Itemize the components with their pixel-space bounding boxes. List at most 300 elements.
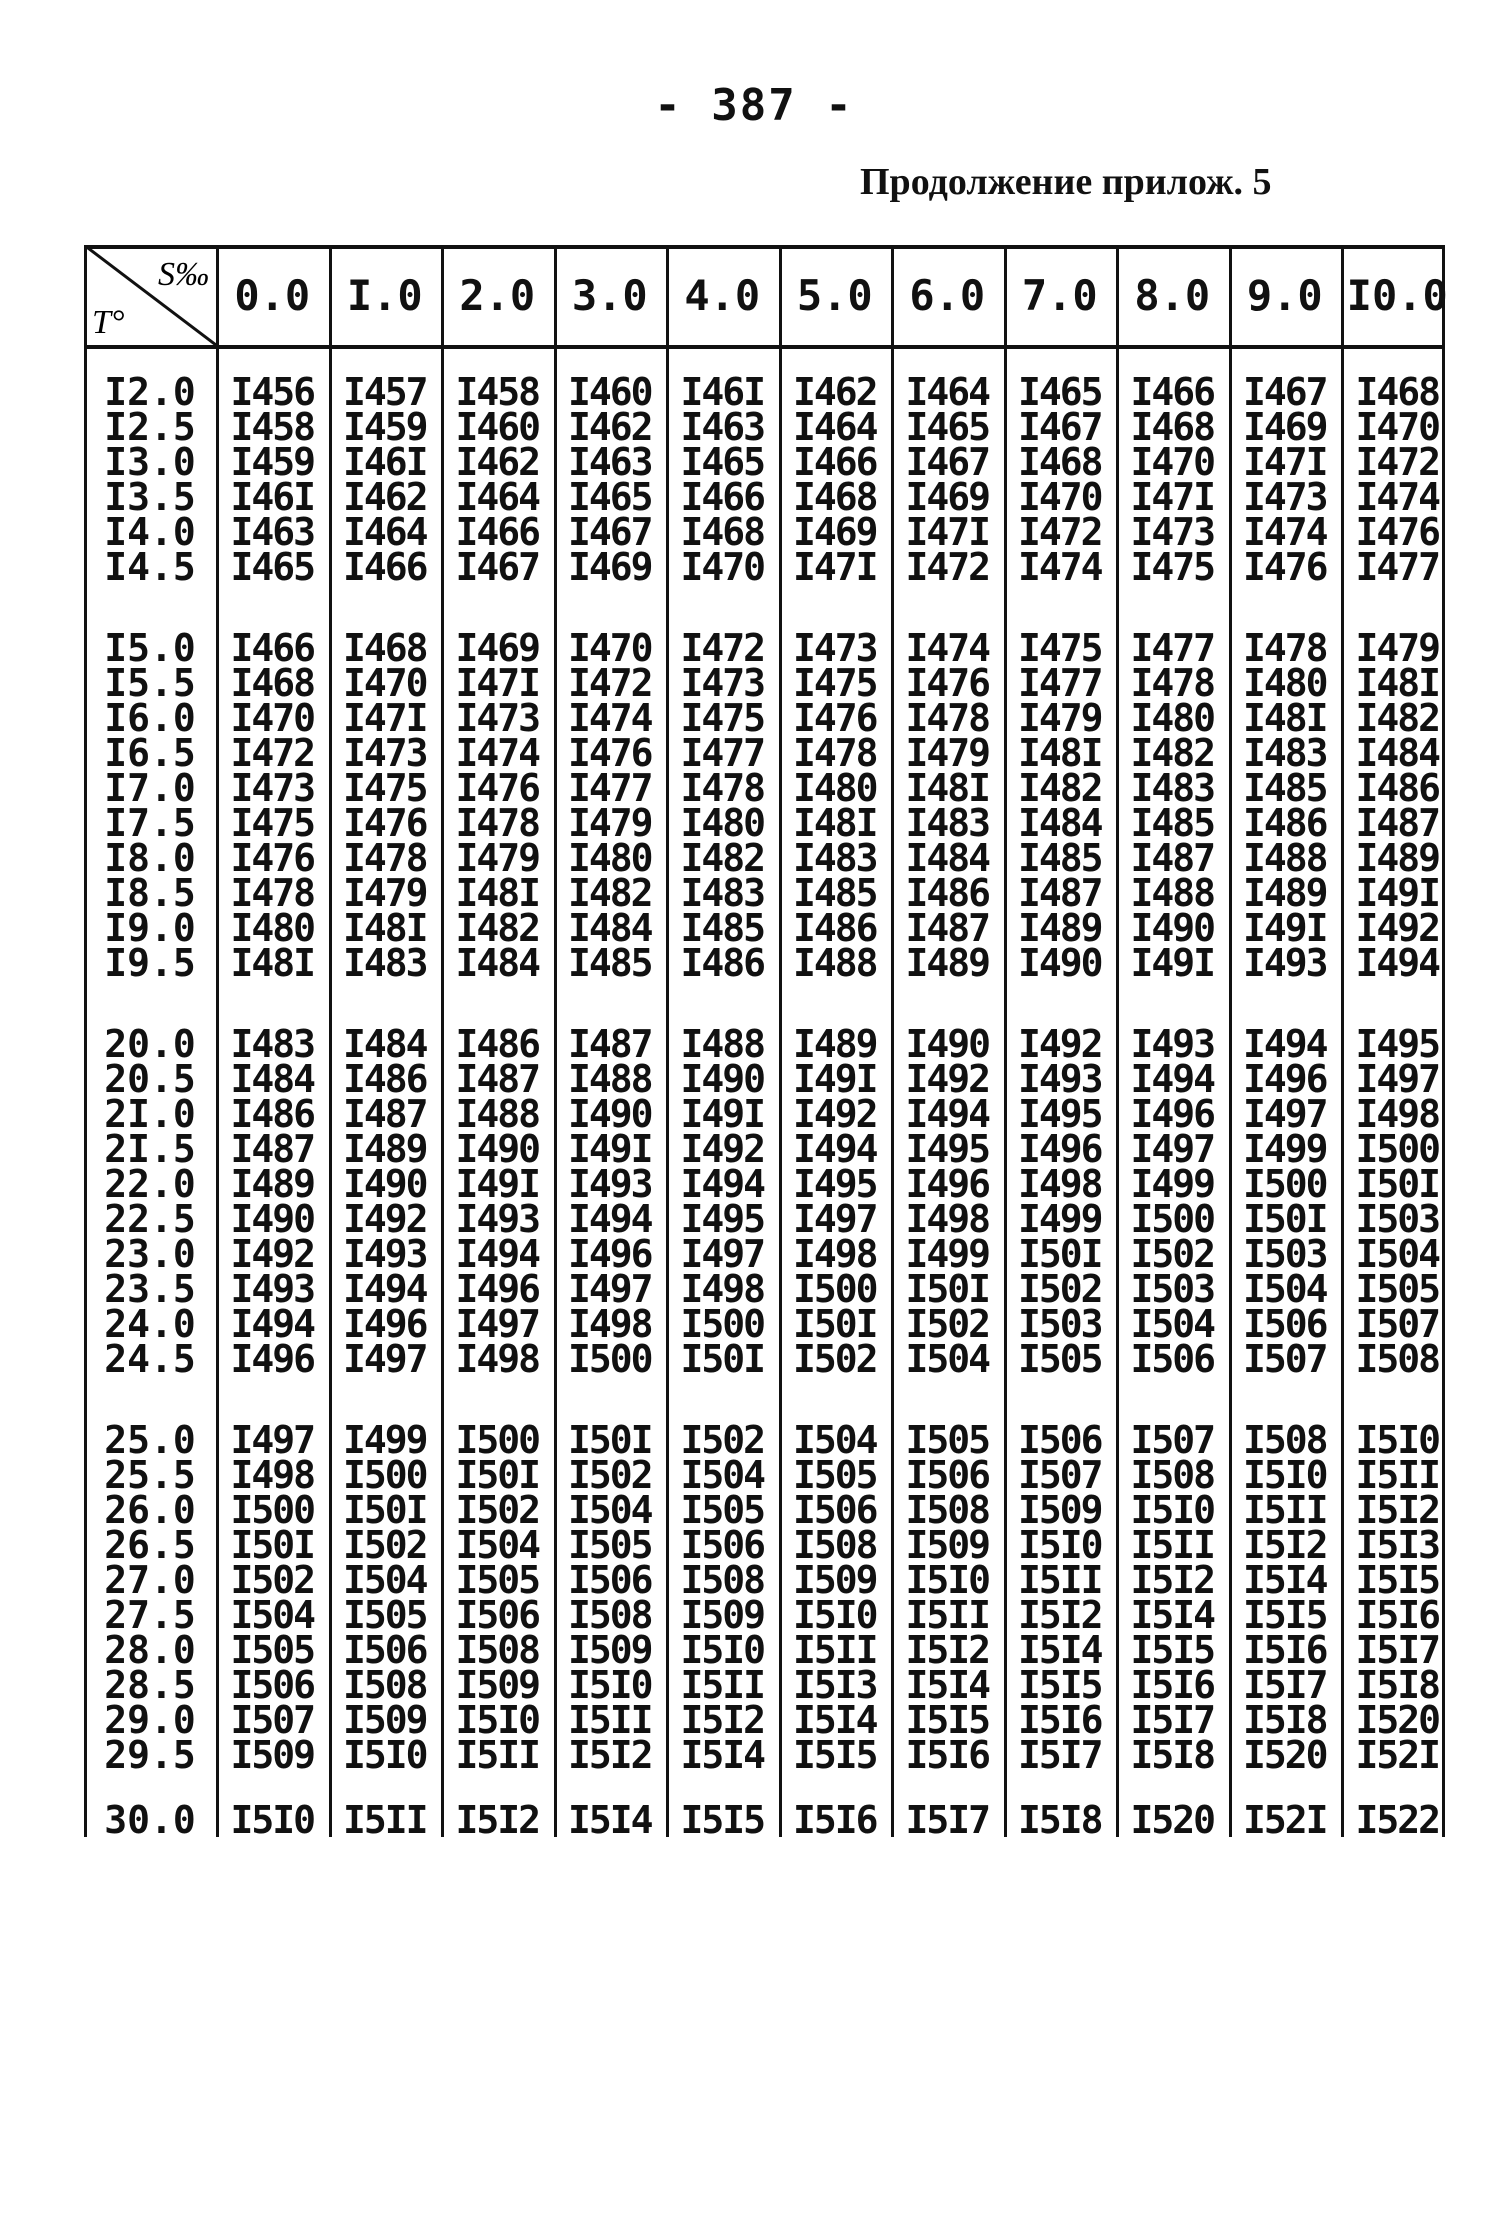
table-cell: I503: [1242, 1232, 1327, 1276]
table-cell: I499: [342, 1418, 427, 1462]
row-group: [441, 1022, 554, 1381]
table-cell: I506: [455, 1593, 539, 1637]
table-caption: Продолжение прилож. 5: [860, 161, 1272, 203]
table-cell: I5I4: [1017, 1628, 1102, 1672]
row-label: I5.5: [104, 661, 196, 705]
table-cell: I498: [230, 1453, 314, 1497]
table-cell: I509: [792, 1558, 877, 1602]
table-cell: I500: [455, 1418, 539, 1462]
table-cell: I462: [342, 475, 427, 519]
table-cell: I497: [792, 1197, 877, 1241]
table-cell: I489: [792, 1022, 877, 1066]
table-cell: I496: [1242, 1057, 1327, 1101]
column-header: I.0: [346, 270, 423, 320]
table-cell: I50I: [905, 1267, 989, 1311]
table-cell: I493: [1130, 1022, 1214, 1066]
table-cell: I498: [455, 1337, 539, 1381]
table-cell: I47I: [455, 661, 539, 705]
table-cell: I5I0: [455, 1698, 539, 1742]
table-cell: I509: [680, 1593, 764, 1637]
table-cell: I489: [1355, 836, 1439, 880]
row-label: I6.5: [104, 731, 196, 775]
table-cell: I473: [792, 626, 877, 670]
table-cell: I5I7: [1355, 1628, 1439, 1672]
table-cell: I507: [230, 1698, 314, 1742]
table-cell: I492: [230, 1232, 314, 1276]
table-cell: I489: [230, 1162, 314, 1206]
table-cell: I458: [455, 370, 539, 414]
table-cell: I500: [1130, 1197, 1214, 1241]
table-cell: I505: [1355, 1267, 1439, 1311]
table-cell: I5I5: [1130, 1628, 1214, 1672]
table-cell: I468: [1355, 370, 1439, 414]
table-cell: I508: [905, 1488, 989, 1532]
table-cell: I507: [1242, 1337, 1327, 1381]
column-header: 6.0: [909, 270, 986, 320]
table-cell: I478: [342, 836, 427, 880]
table-cell: I5I2: [680, 1698, 764, 1742]
table-cell: I498: [792, 1232, 877, 1276]
table-cell: I496: [455, 1267, 539, 1311]
table-cell: I483: [905, 801, 989, 845]
table-cell: I50I: [455, 1453, 539, 1497]
table-cell: I5I5: [1017, 1663, 1102, 1707]
row-group: [1341, 1022, 1454, 1381]
row-group: [1116, 1418, 1229, 1777]
data-column: [554, 370, 667, 1819]
table-cell: I5I7: [1242, 1663, 1327, 1707]
table-cell: I475: [1130, 545, 1214, 589]
table-cell: I494: [342, 1267, 427, 1311]
table-cell: I477: [1130, 626, 1214, 670]
table-cell: I475: [342, 766, 427, 810]
table-cell: I5I5: [680, 1798, 764, 1842]
table-cell: I5I2: [455, 1798, 539, 1842]
corner-header-cell: [84, 245, 216, 345]
table-cell: I480: [792, 766, 877, 810]
table-cell: I494: [1355, 941, 1439, 985]
table-cell: I495: [680, 1197, 764, 1241]
table-cell: I49I: [1130, 941, 1214, 985]
table-cell: I469: [567, 545, 652, 589]
table-cell: I5I6: [1017, 1698, 1102, 1742]
table-cell: I498: [905, 1197, 989, 1241]
table-cell: I465: [1017, 370, 1102, 414]
table-cell: I465: [567, 475, 652, 519]
data-column: [891, 370, 1004, 1819]
table-cell: I487: [342, 1092, 427, 1136]
table-cell: I5II: [1017, 1558, 1102, 1602]
table-cell: I496: [230, 1337, 314, 1381]
row-group: [891, 626, 1004, 985]
table-cell: I498: [1017, 1162, 1102, 1206]
table-cell: I506: [1242, 1302, 1327, 1346]
table-cell: I490: [230, 1197, 314, 1241]
table-cell: I463: [230, 510, 314, 554]
table-cell: I47I: [792, 545, 877, 589]
table-cell: I483: [342, 941, 427, 985]
table-cell: I5I2: [1242, 1523, 1327, 1567]
table-cell: I475: [680, 696, 764, 740]
table-cell: I487: [1130, 836, 1214, 880]
table-cell: I477: [567, 766, 652, 810]
row-group: [666, 1418, 779, 1777]
table-cell: I470: [567, 626, 652, 670]
table-cell: I497: [1242, 1092, 1327, 1136]
table-cell: I46I: [230, 475, 314, 519]
table-cell: I50I: [680, 1337, 764, 1381]
table-cell: I463: [680, 405, 764, 449]
row-group: [666, 370, 779, 589]
table-cell: I483: [1242, 731, 1327, 775]
table-cell: I502: [1017, 1267, 1102, 1311]
table-cell: I468: [230, 661, 314, 705]
table-cell: I466: [680, 475, 764, 519]
table-cell: I5I4: [680, 1733, 764, 1777]
row-group-labels: [84, 1418, 216, 1777]
table-cell: I486: [455, 1022, 539, 1066]
table-cell: I5I8: [1355, 1663, 1439, 1707]
table-cell: I498: [1355, 1092, 1439, 1136]
table-cell: I493: [230, 1267, 314, 1311]
table-cell: I497: [1130, 1127, 1214, 1171]
row-group: [779, 626, 892, 985]
table-cell: I5I4: [792, 1698, 877, 1742]
table-cell: I494: [905, 1092, 989, 1136]
row-label: 27.5: [104, 1593, 196, 1637]
table-cell: I480: [567, 836, 652, 880]
table-cell: I465: [680, 440, 764, 484]
table-cell: I50I: [567, 1418, 652, 1462]
table-cell: I474: [455, 731, 539, 775]
table-cell: I5I4: [905, 1663, 989, 1707]
row-label: I7.5: [104, 801, 196, 845]
table-cell: I506: [792, 1488, 877, 1532]
table-cell: I49I: [1242, 906, 1327, 950]
row-label: 26.5: [104, 1523, 196, 1567]
row-group: [1116, 1022, 1229, 1381]
corner-t-label: T°: [92, 304, 125, 341]
table-cell: I50I: [1017, 1232, 1102, 1276]
table-cell: I5II: [1242, 1488, 1327, 1532]
table-cell: I500: [230, 1488, 314, 1532]
table-cell: I490: [680, 1057, 764, 1101]
table-cell: I5I2: [1130, 1558, 1214, 1602]
table-cell: I489: [1242, 871, 1327, 915]
table-cell: I485: [680, 906, 764, 950]
row-group: [1341, 1418, 1454, 1777]
table-cell: I5I7: [1017, 1733, 1102, 1777]
data-column: [1229, 370, 1342, 1819]
table-cell: I488: [567, 1057, 652, 1101]
table-cell: I495: [792, 1162, 877, 1206]
table-cell: I508: [680, 1558, 764, 1602]
table-cell: I459: [230, 440, 314, 484]
data-column: [666, 370, 779, 1819]
data-column: [441, 370, 554, 1819]
table-cell: I5I6: [1242, 1628, 1327, 1672]
table-cell: I474: [1242, 510, 1327, 554]
table-cell: I48I: [792, 801, 877, 845]
table-cell: I465: [230, 545, 314, 589]
table-cell: I479: [1355, 626, 1439, 670]
table-cell: I504: [1242, 1267, 1327, 1311]
table-cell: I493: [1242, 941, 1327, 985]
table-cell: I495: [905, 1127, 989, 1171]
table-cell: I466: [230, 626, 314, 670]
table-cell: I500: [567, 1337, 652, 1381]
row-label: 20.0: [104, 1022, 196, 1066]
row-label: I4.0: [104, 510, 196, 554]
row-group: [441, 1418, 554, 1777]
table-cell: I509: [905, 1523, 989, 1567]
table-cell: I5I0: [567, 1663, 652, 1707]
table-cell: I467: [567, 510, 652, 554]
table-cell: I48I: [905, 766, 989, 810]
table-cell: I5I6: [1355, 1593, 1439, 1637]
table-cell: I5I0: [1130, 1488, 1214, 1532]
row-label: 22.0: [104, 1162, 196, 1206]
table-cell: I497: [567, 1267, 652, 1311]
table-cell: I5I2: [905, 1628, 989, 1672]
table-cell: I485: [1242, 766, 1327, 810]
table-cell: I50I: [230, 1523, 314, 1567]
table-cell: I505: [1017, 1337, 1102, 1381]
table-cell: I483: [230, 1022, 314, 1066]
row-labels: [84, 370, 216, 1819]
table-cell: I504: [1130, 1302, 1214, 1346]
row-label: I9.5: [104, 941, 196, 985]
table-cell: I500: [1242, 1162, 1327, 1206]
table-cell: I474: [905, 626, 989, 670]
table-cell: I522: [1355, 1798, 1439, 1842]
table-cell: I5I3: [1355, 1523, 1439, 1567]
table-cell: I492: [1355, 906, 1439, 950]
table-cell: I5I6: [792, 1798, 877, 1842]
table-cell: I490: [905, 1022, 989, 1066]
table-cell: I472: [1017, 510, 1102, 554]
row-label: 2I.0: [104, 1092, 196, 1136]
table-cell: I5I5: [905, 1698, 989, 1742]
table-cell: I475: [1017, 626, 1102, 670]
table-cell: I470: [1130, 440, 1214, 484]
row-group: [329, 370, 442, 589]
table-cell: I492: [680, 1127, 764, 1171]
table-cell: I464: [905, 370, 989, 414]
data-column: [1004, 370, 1117, 1819]
table-cell: I502: [342, 1523, 427, 1567]
column-header: 9.0: [1246, 270, 1323, 320]
table-cell: I469: [455, 626, 539, 670]
table-cell: I49I: [455, 1162, 539, 1206]
table-cell: I487: [230, 1127, 314, 1171]
row-label: I8.0: [104, 836, 196, 880]
table-cell: I473: [455, 696, 539, 740]
row-label: I2.0: [104, 370, 196, 414]
row-group: [1229, 626, 1342, 985]
table-cell: I468: [1017, 440, 1102, 484]
table-cell: I505: [455, 1558, 539, 1602]
table-cell: I49I: [792, 1057, 877, 1101]
data-column: [1341, 370, 1454, 1819]
row-group: [554, 1418, 667, 1777]
table-cell: I49I: [567, 1127, 652, 1171]
table-cell: I494: [1242, 1022, 1327, 1066]
table-cell: I472: [567, 661, 652, 705]
table-cell: I469: [905, 475, 989, 519]
row-label: 29.0: [104, 1698, 196, 1742]
table-cell: I478: [1242, 626, 1327, 670]
table-cell: I5I0: [792, 1593, 877, 1637]
table-cell: I484: [905, 836, 989, 880]
table-cell: I497: [455, 1302, 539, 1346]
table-cell: I488: [792, 941, 877, 985]
table-cell: I494: [792, 1127, 877, 1171]
table-cell: I509: [342, 1698, 427, 1742]
table-cell: I5II: [342, 1798, 427, 1842]
table-cell: I5I4: [567, 1798, 652, 1842]
table-cell: I484: [455, 941, 539, 985]
table-cell: I473: [342, 731, 427, 775]
table-cell: I52I: [1242, 1798, 1327, 1842]
table-cell: I488: [1130, 871, 1214, 915]
row-group: [554, 626, 667, 985]
table-cell: I47I: [1242, 440, 1327, 484]
table-cell: I484: [230, 1057, 314, 1101]
table-cell: I478: [230, 871, 314, 915]
table-cell: I500: [342, 1453, 427, 1497]
table-cell: I508: [567, 1593, 652, 1637]
row-group: [441, 370, 554, 589]
row-group: [1229, 370, 1342, 589]
table-cell: I497: [1355, 1057, 1439, 1101]
table-cell: I474: [567, 696, 652, 740]
row-group: [1116, 626, 1229, 985]
table-cell: I492: [905, 1057, 989, 1101]
row-group-labels: [84, 1022, 216, 1381]
header-bottom-border: [84, 345, 1444, 349]
table-cell: I506: [1017, 1418, 1102, 1462]
table-cell: I48I: [1242, 696, 1327, 740]
table-cell: I464: [455, 475, 539, 519]
row-label: I8.5: [104, 871, 196, 915]
table-cell: I472: [230, 731, 314, 775]
row-group: [216, 626, 329, 985]
table-cell: I47I: [905, 510, 989, 554]
table-cell: I474: [1017, 545, 1102, 589]
table-cell: I5II: [455, 1733, 539, 1777]
table-cell: I486: [792, 906, 877, 950]
column-header: 5.0: [796, 270, 873, 320]
table-cell: I5I2: [1355, 1488, 1439, 1532]
table-cell: I499: [1017, 1197, 1102, 1241]
table-cell: I459: [342, 405, 427, 449]
table-cell: I480: [1130, 696, 1214, 740]
table-cell: I497: [230, 1418, 314, 1462]
table-cell: I50I: [1242, 1197, 1327, 1241]
table-cell: I470: [230, 696, 314, 740]
table-cell: I5I8: [1130, 1733, 1214, 1777]
row-group: [1004, 370, 1117, 589]
row-label: I6.0: [104, 696, 196, 740]
table-cell: I476: [230, 836, 314, 880]
row-group: [1004, 1022, 1117, 1381]
row-label: 23.0: [104, 1232, 196, 1276]
table-cell: I468: [342, 626, 427, 670]
row-group: [779, 1418, 892, 1777]
table-cell: I496: [1017, 1127, 1102, 1171]
table-cell: I496: [905, 1162, 989, 1206]
table-cell: I487: [1017, 871, 1102, 915]
table-cell: I504: [455, 1523, 539, 1567]
table-cell: I506: [680, 1523, 764, 1567]
table-cell: I476: [905, 661, 989, 705]
table-cell: I5I0: [905, 1558, 989, 1602]
table-cell: I520: [1355, 1698, 1439, 1742]
table-cell: I508: [342, 1663, 427, 1707]
table-cell: I504: [230, 1593, 314, 1637]
row-label: 25.0: [104, 1418, 196, 1462]
table-cell: I472: [905, 545, 989, 589]
row-group: [554, 1022, 667, 1381]
table-cell: I509: [1017, 1488, 1102, 1532]
table-cell: I468: [1130, 405, 1214, 449]
row-group: [666, 626, 779, 985]
table-cell: I498: [680, 1267, 764, 1311]
table-cell: I487: [455, 1057, 539, 1101]
table-cell: I477: [680, 731, 764, 775]
table-cell: I5I0: [680, 1628, 764, 1672]
data-column: [216, 370, 329, 1819]
table-cell: I470: [1017, 475, 1102, 519]
table-cell: I498: [567, 1302, 652, 1346]
table-cell: I469: [1242, 405, 1327, 449]
table-cell: I50I: [342, 1488, 427, 1532]
table-cell: I504: [680, 1453, 764, 1497]
table-cell: I490: [455, 1127, 539, 1171]
table-cell: I5II: [680, 1663, 764, 1707]
table-cell: I464: [792, 405, 877, 449]
table-cell: I509: [455, 1663, 539, 1707]
row-label: I4.5: [104, 545, 196, 589]
table-cell: I5I0: [1017, 1523, 1102, 1567]
table-cell: I485: [1017, 836, 1102, 880]
table-cell: I5I5: [1242, 1593, 1327, 1637]
row-label: I7.0: [104, 766, 196, 810]
table-cell: I505: [342, 1593, 427, 1637]
table-cell: I480: [230, 906, 314, 950]
table-cell: I507: [1130, 1418, 1214, 1462]
table-cell: I493: [1017, 1057, 1102, 1101]
table-cell: I507: [1017, 1453, 1102, 1497]
table-cell: I490: [342, 1162, 427, 1206]
table-cell: I482: [1130, 731, 1214, 775]
column-header: I0.0: [1346, 270, 1448, 320]
table-cell: I5II: [792, 1628, 877, 1672]
table-cell: I490: [567, 1092, 652, 1136]
table-cell: I49I: [680, 1092, 764, 1136]
table-cell: I5I7: [1130, 1698, 1214, 1742]
table-cell: I502: [567, 1453, 652, 1497]
table-cell: I486: [1242, 801, 1327, 845]
table-cell: I488: [680, 1022, 764, 1066]
row-group: [329, 1022, 442, 1381]
row-label: 28.0: [104, 1628, 196, 1672]
table-cell: I496: [567, 1232, 652, 1276]
table-cell: I482: [680, 836, 764, 880]
row-group: [891, 1022, 1004, 1381]
table-cell: I503: [1355, 1197, 1439, 1241]
